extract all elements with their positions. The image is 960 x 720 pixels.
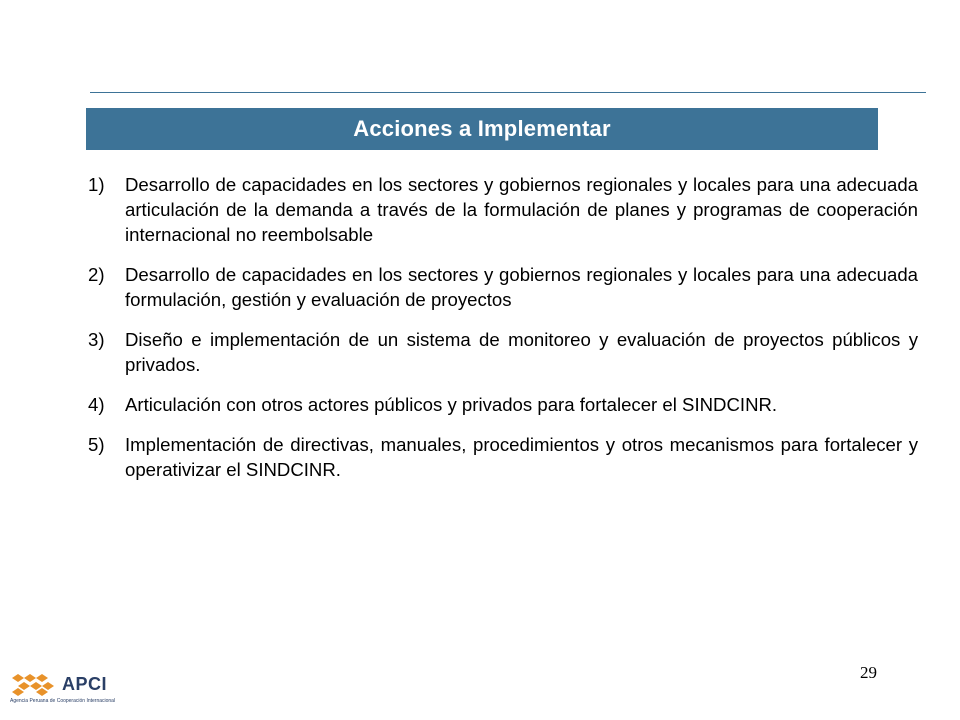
list-item	[88, 262, 918, 312]
top-divider-line	[90, 92, 926, 93]
page-number: 29	[860, 663, 877, 682]
apci-logo	[10, 668, 130, 712]
item-number: 4)	[88, 394, 105, 415]
slide-title-bar	[86, 108, 878, 150]
item-text: Diseño e implementación de un sistema de monitoreo y evaluación de proyectos públicos y privados.	[125, 329, 918, 375]
action-list	[88, 172, 918, 497]
apci-logo-mark-icon	[10, 672, 60, 696]
list-item	[88, 172, 918, 247]
item-number: 1)	[88, 174, 105, 195]
list-item	[88, 327, 918, 377]
item-text: Implementación de directivas, manuales, procedimientos y otros mecanismos para fortalecer y operativizar el SINDCINR.	[125, 434, 918, 480]
list-item	[88, 392, 918, 417]
slide-title: Acciones a Implementar	[353, 116, 611, 141]
item-text: Desarrollo de capacidades en los sectores y gobiernos regionales y locales para una adecuada articulación de la demanda a través de la formulación de planes y programas de cooperación internacional no reembolsable	[125, 174, 918, 245]
item-number: 2)	[88, 264, 105, 285]
logo-subtitle: Agencia Peruana de Cooperación Internacional	[10, 698, 116, 704]
item-number: 5)	[88, 434, 105, 455]
list-item	[88, 432, 918, 482]
item-text: Articulación con otros actores públicos y privados para fortalecer el SINDCINR.	[125, 394, 778, 415]
item-number: 3)	[88, 329, 105, 350]
item-text: Desarrollo de capacidades en los sectores y gobiernos regionales y locales para una adecuada formulación, gestión y evaluación de proyectos	[125, 264, 918, 310]
logo-wordmark: APCI	[62, 674, 108, 694]
